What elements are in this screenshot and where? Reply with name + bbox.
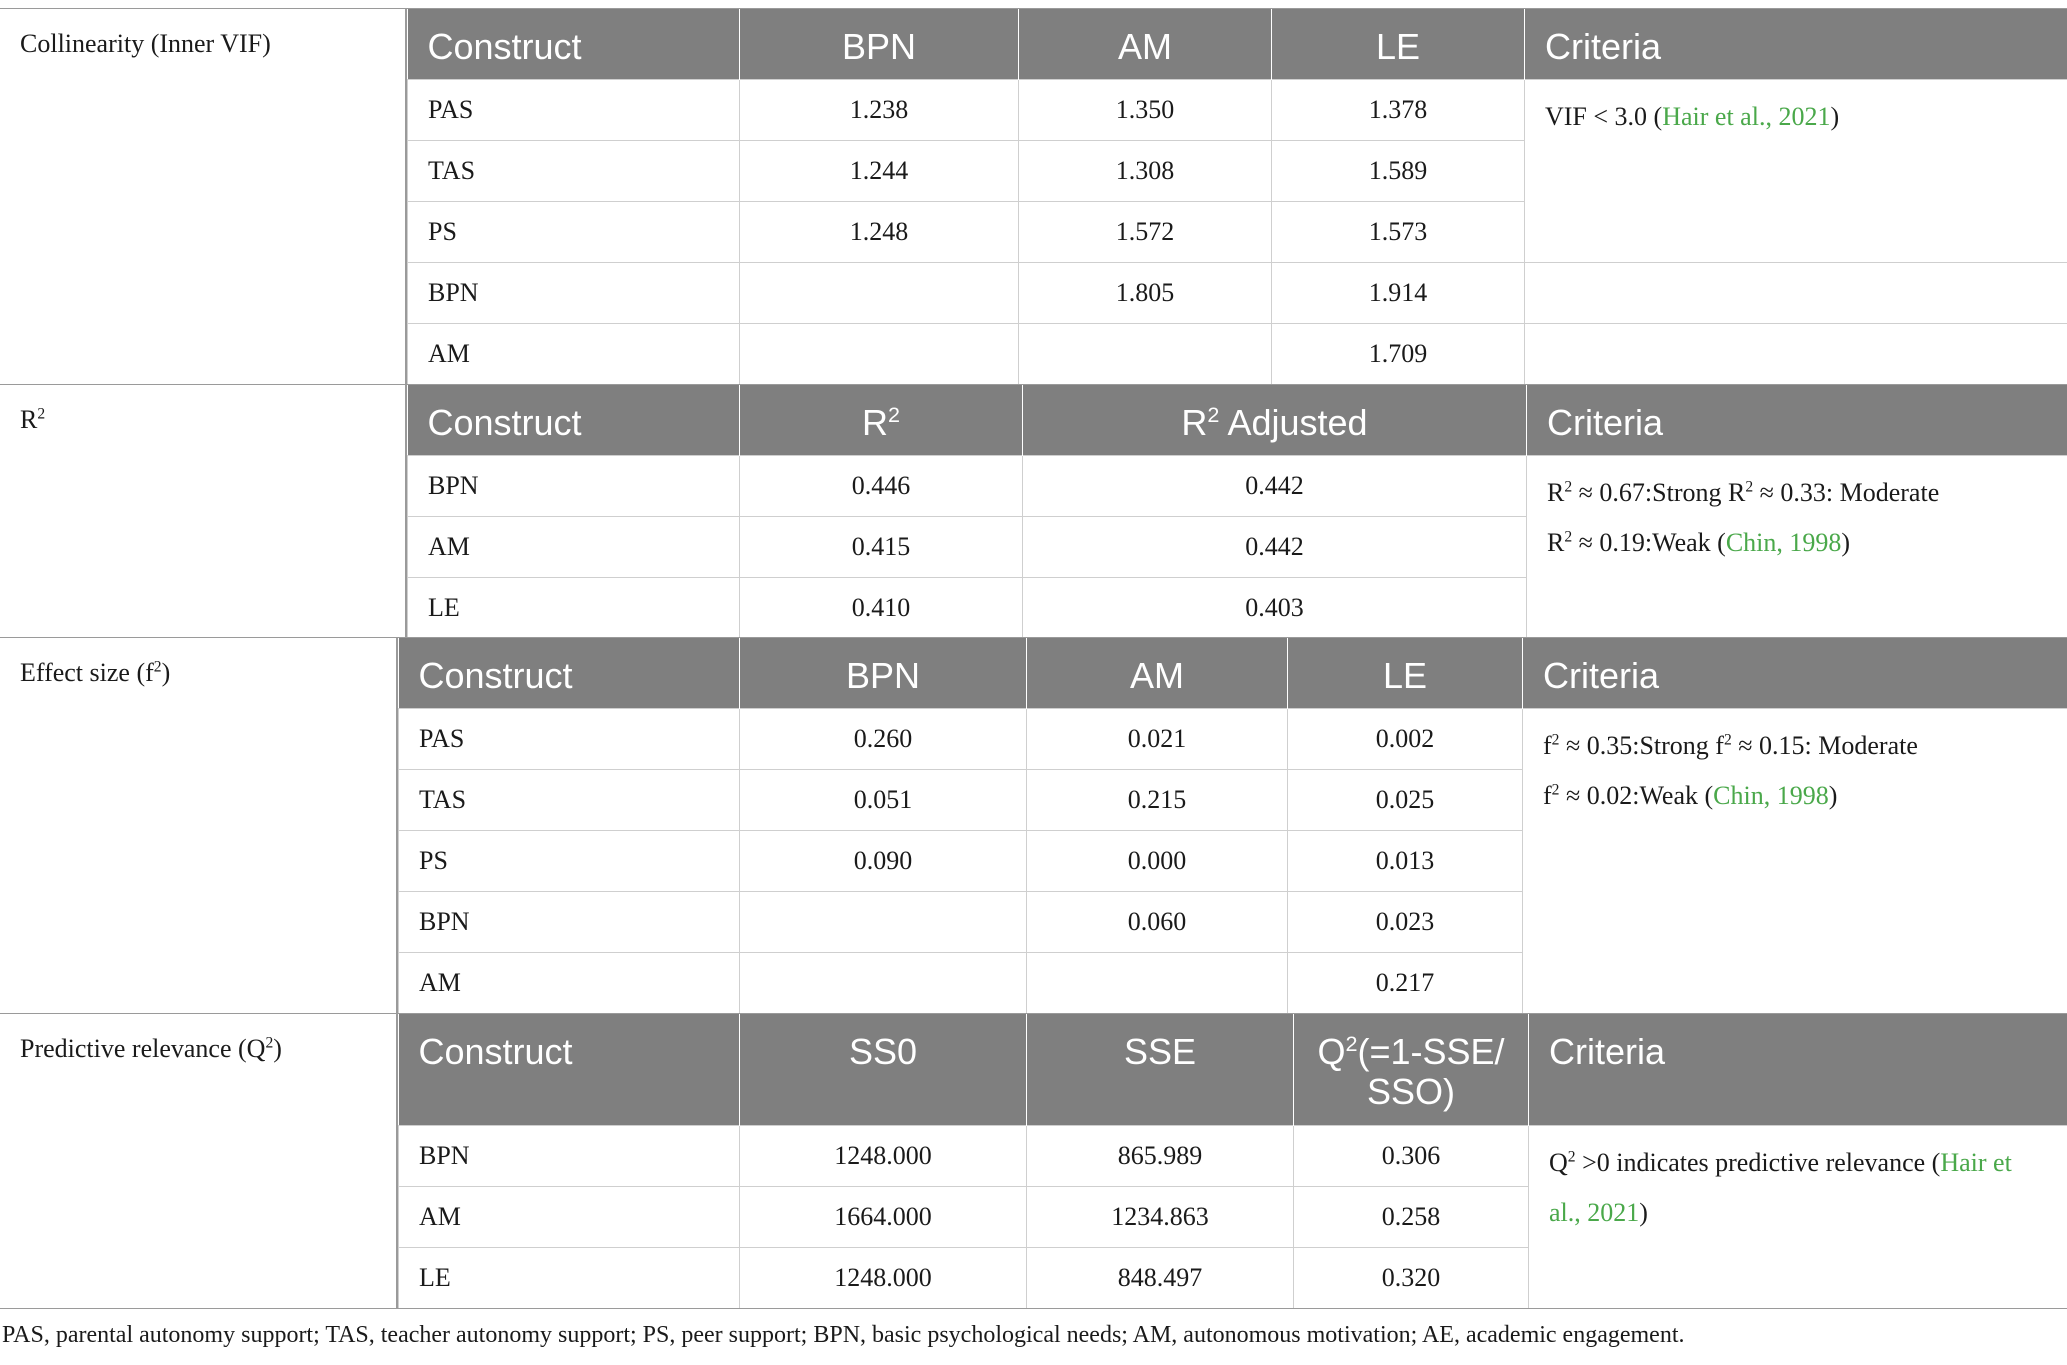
- construct-cell: TAS: [408, 140, 740, 201]
- header-criteria: Criteria: [1529, 1014, 2067, 1125]
- value-cell: 0.260: [740, 708, 1027, 769]
- header-construct: Construct: [399, 1014, 740, 1125]
- header-le: LE: [1272, 9, 1525, 79]
- section-r2: [0, 384, 2067, 638]
- construct-cell: AM: [408, 323, 740, 384]
- header-am: AM: [1027, 638, 1288, 708]
- construct-cell: BPN: [408, 262, 740, 323]
- vif-table: [407, 9, 2067, 384]
- value-cell: 0.403: [1023, 577, 1527, 638]
- construct-cell: LE: [399, 1247, 740, 1308]
- construct-cell: PS: [399, 830, 740, 891]
- section-label: Collinearity (Inner VIF): [20, 29, 271, 58]
- value-cell: [740, 262, 1019, 323]
- value-cell: 848.497: [1027, 1247, 1294, 1308]
- value-cell: 0.258: [1294, 1186, 1529, 1247]
- section-label: Effect size $(f^2)$: [20, 658, 171, 687]
- value-cell: 0.023: [1288, 891, 1523, 952]
- citation-link[interactable]: Chin, 1998: [1725, 527, 1842, 557]
- value-cell: 0.320: [1294, 1247, 1529, 1308]
- value-cell: 0.090: [740, 830, 1027, 891]
- value-cell: [1027, 952, 1288, 1013]
- construct-cell: TAS: [399, 769, 740, 830]
- table-row: [408, 323, 2067, 384]
- section-effect-size: [0, 637, 2067, 1014]
- value-cell: 1.244: [740, 140, 1019, 201]
- header-le: LE: [1288, 638, 1523, 708]
- header-bpn: BPN: [740, 9, 1019, 79]
- value-cell: 1.238: [740, 79, 1019, 140]
- header-construct: Construct: [399, 638, 740, 708]
- value-cell: [740, 952, 1027, 1013]
- value-cell: 1.248: [740, 201, 1019, 262]
- value-cell: 0.415: [740, 516, 1023, 577]
- value-cell: 1.350: [1019, 79, 1272, 140]
- empty-cell: [1525, 323, 2067, 384]
- value-cell: 0.000: [1027, 830, 1288, 891]
- value-cell: 1.914: [1272, 262, 1525, 323]
- value-cell: [740, 323, 1019, 384]
- header-am: AM: [1019, 9, 1272, 79]
- criteria-cell: $Q^2 >0$ indicates predictive relevance (Hair et al., 2021): [1529, 1125, 2067, 1308]
- value-cell: 0.025: [1288, 769, 1523, 830]
- criteria-cell: VIF < 3.0 (Hair et al., 2021): [1525, 79, 2067, 262]
- section-label: $R^2$: [20, 405, 46, 434]
- value-cell: 865.989: [1027, 1125, 1294, 1186]
- table-bottom-border: [0, 1308, 2067, 1309]
- value-cell: 0.002: [1288, 708, 1523, 769]
- value-cell: 1.573: [1272, 201, 1525, 262]
- value-cell: 1.709: [1272, 323, 1525, 384]
- value-cell: 0.446: [740, 455, 1023, 516]
- value-cell: 0.442: [1023, 516, 1527, 577]
- value-cell: 0.060: [1027, 891, 1288, 952]
- construct-cell: AM: [399, 1186, 740, 1247]
- header-r2: $R^2$: [740, 385, 1023, 455]
- construct-cell: AM: [399, 952, 740, 1013]
- construct-cell: PS: [408, 201, 740, 262]
- construct-cell: LE: [408, 577, 740, 638]
- header-construct: Construct: [408, 385, 740, 455]
- construct-cell: AM: [408, 516, 740, 577]
- table-row: [408, 455, 2067, 516]
- value-cell: 1248.000: [740, 1125, 1027, 1186]
- criteria-cell: $R^2$ ≈ 0.67:Strong $R^2 \approx 0.33$: Moderate $R^2$ ≈ 0.19:Weak (Chin, 1998): [1527, 455, 2067, 638]
- value-cell: 0.217: [1288, 952, 1523, 1013]
- citation-link[interactable]: Chin, 1998: [1713, 780, 1829, 810]
- table-row: [399, 708, 2067, 769]
- header-ss0: SS0: [740, 1014, 1027, 1125]
- value-cell: 0.306: [1294, 1125, 1529, 1186]
- value-cell: [1019, 323, 1272, 384]
- value-cell: 1664.000: [740, 1186, 1027, 1247]
- citation-link[interactable]: Hair et al., 2021: [1549, 1147, 2012, 1227]
- value-cell: 1.589: [1272, 140, 1525, 201]
- footnote: PAS, parental autonomy support; TAS, teacher autonomy support; PS, peer support; BPN, basic psychological needs; AM, autonomous motivation; AE, academic engagement.: [2, 1322, 1685, 1348]
- construct-cell: PAS: [408, 79, 740, 140]
- section-collinearity: [0, 8, 2067, 385]
- value-cell: [740, 891, 1027, 952]
- header-construct: Construct: [408, 9, 740, 79]
- r2-table: [407, 385, 2067, 638]
- construct-cell: BPN: [399, 891, 740, 952]
- citation-link[interactable]: Hair et al., 2021: [1662, 101, 1831, 131]
- construct-cell: PAS: [399, 708, 740, 769]
- value-cell: 0.215: [1027, 769, 1288, 830]
- value-cell: 0.051: [740, 769, 1027, 830]
- header-sse: SSE: [1027, 1014, 1294, 1125]
- construct-cell: BPN: [399, 1125, 740, 1186]
- value-cell: 0.410: [740, 577, 1023, 638]
- header-r2-adjusted: $R^2$ Adjusted: [1023, 385, 1527, 455]
- value-cell: 0.442: [1023, 455, 1527, 516]
- construct-cell: BPN: [408, 455, 740, 516]
- value-cell: 1234.863: [1027, 1186, 1294, 1247]
- criteria-cell: $f^2$ ≈ 0.35:Strong $f^2 \approx 0.15$: Moderate $f^2$ ≈ 0.02:Weak (Chin, 1998): [1523, 708, 2067, 1013]
- header-criteria: Criteria: [1523, 638, 2067, 708]
- value-cell: 1.805: [1019, 262, 1272, 323]
- value-cell: 1.378: [1272, 79, 1525, 140]
- section-predictive-relevance: [0, 1013, 2067, 1309]
- value-cell: 1.572: [1019, 201, 1272, 262]
- section-label: Predictive relevance $(Q^2)$: [20, 1034, 282, 1063]
- table-row: [408, 262, 2067, 323]
- value-cell: 1248.000: [740, 1247, 1027, 1308]
- empty-cell: [1525, 262, 2067, 323]
- header-criteria: Criteria: [1525, 9, 2067, 79]
- value-cell: 0.021: [1027, 708, 1288, 769]
- predictive-relevance-table: [398, 1014, 2067, 1308]
- value-cell: 0.013: [1288, 830, 1523, 891]
- table-row: [399, 1125, 2067, 1186]
- header-bpn: BPN: [740, 638, 1027, 708]
- effect-size-table: [398, 638, 2067, 1013]
- table-row: [408, 79, 2067, 140]
- value-cell: 1.308: [1019, 140, 1272, 201]
- header-criteria: Criteria: [1527, 385, 2067, 455]
- header-q2: $Q^2(=1-SSE/$ SSO): [1294, 1014, 1529, 1125]
